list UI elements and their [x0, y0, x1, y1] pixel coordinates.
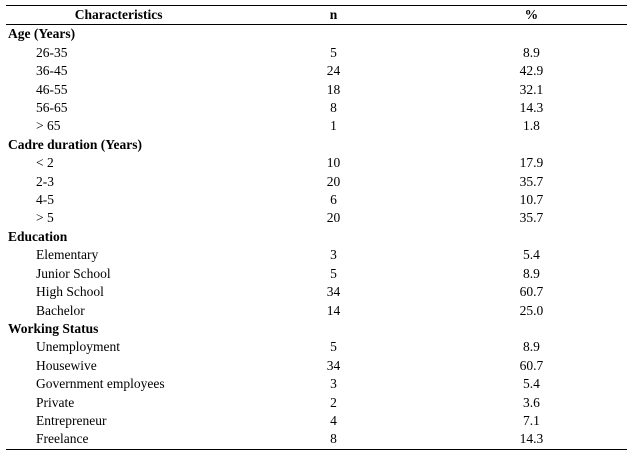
- section-pct-empty: [436, 136, 627, 154]
- table-row: [6, 412, 627, 430]
- section-pct-empty: [436, 25, 627, 44]
- row-label: High School: [36, 284, 104, 300]
- header-row: [6, 6, 627, 25]
- row-label: Junior School: [36, 265, 111, 281]
- row-n: 18: [326, 81, 341, 97]
- table-header: [6, 6, 627, 25]
- table-row: [6, 375, 627, 393]
- table-row: [6, 265, 627, 283]
- row-n: 5: [330, 339, 337, 355]
- row-n: 8: [330, 431, 337, 447]
- row-percent: 35.7: [519, 173, 544, 189]
- row-label: 36-45: [36, 63, 68, 79]
- row-percent: 8.9: [522, 44, 540, 60]
- section-row: [6, 320, 627, 338]
- row-n: 3: [330, 376, 337, 392]
- section-pct-empty: [436, 320, 627, 338]
- table-row: [6, 246, 627, 264]
- row-label: Government employees: [36, 376, 165, 392]
- row-percent: 5.4: [522, 247, 540, 263]
- section-row: [6, 136, 627, 154]
- row-n: 4: [330, 412, 337, 428]
- table-row: [6, 338, 627, 356]
- row-n: 20: [326, 173, 341, 189]
- table-row: [6, 191, 627, 209]
- table-row: [6, 394, 627, 412]
- header-characteristics: Characteristics: [74, 7, 163, 22]
- row-percent: 60.7: [519, 357, 544, 373]
- row-n: 6: [330, 192, 337, 208]
- row-label: Freelance: [36, 431, 89, 447]
- table-row: [6, 117, 627, 135]
- row-percent: 35.7: [519, 210, 544, 226]
- row-percent: 14.3: [519, 431, 544, 447]
- row-label: Elementary: [36, 247, 99, 263]
- section-n-empty: [231, 320, 436, 338]
- row-n: 2: [330, 394, 337, 410]
- section-title: Age (Years): [8, 26, 76, 42]
- row-percent: 10.7: [519, 192, 544, 208]
- section-n-empty: [231, 25, 436, 44]
- row-n: 14: [326, 302, 341, 318]
- row-n: 1: [330, 118, 337, 134]
- row-percent: 8.9: [522, 339, 540, 355]
- section-n-empty: [231, 136, 436, 154]
- row-n: 34: [326, 357, 341, 373]
- row-n: 5: [330, 44, 337, 60]
- section-row: [6, 25, 627, 44]
- row-percent: 1.8: [522, 118, 540, 134]
- section-pct-empty: [436, 228, 627, 246]
- characteristics-table: [6, 5, 627, 450]
- row-n: 34: [326, 284, 341, 300]
- row-percent: 60.7: [519, 284, 544, 300]
- row-percent: 42.9: [519, 63, 544, 79]
- row-n: 24: [326, 63, 341, 79]
- row-label: Private: [36, 394, 75, 410]
- row-percent: 17.9: [519, 155, 544, 171]
- table-row: [6, 357, 627, 375]
- row-label: Bachelor: [36, 302, 85, 318]
- header-percent: %: [524, 7, 539, 22]
- row-n: 10: [326, 155, 341, 171]
- row-percent: 32.1: [519, 81, 544, 97]
- row-label: 56-65: [36, 100, 68, 116]
- table-row: [6, 209, 627, 227]
- row-label: < 2: [36, 155, 54, 171]
- row-label: > 5: [36, 210, 54, 226]
- row-n: 5: [330, 265, 337, 281]
- section-row: [6, 228, 627, 246]
- table-row: [6, 302, 627, 320]
- row-label: > 65: [36, 118, 61, 134]
- row-label: Entrepreneur: [36, 412, 107, 428]
- table-row: [6, 430, 627, 449]
- section-title: Working Status: [8, 320, 99, 336]
- row-label: 4-5: [36, 192, 54, 208]
- table-row: [6, 62, 627, 80]
- table-row: [6, 44, 627, 62]
- table-body: [6, 25, 627, 449]
- row-n: 20: [326, 210, 341, 226]
- row-label: 2-3: [36, 173, 54, 189]
- table-row: [6, 81, 627, 99]
- row-n: 8: [330, 100, 337, 116]
- row-label: Unemployment: [36, 339, 120, 355]
- row-label: Housewive: [36, 357, 97, 373]
- table-row: [6, 283, 627, 301]
- row-percent: 3.6: [522, 394, 540, 410]
- section-n-empty: [231, 228, 436, 246]
- table-row: [6, 154, 627, 172]
- section-title: Cadre duration (Years): [8, 136, 142, 152]
- row-percent: 5.4: [522, 376, 540, 392]
- row-percent: 7.1: [522, 412, 540, 428]
- row-percent: 25.0: [519, 302, 544, 318]
- header-n: n: [329, 7, 338, 22]
- table-row: [6, 99, 627, 117]
- section-title: Education: [8, 228, 68, 244]
- row-percent: 14.3: [519, 100, 544, 116]
- row-label: 26-35: [36, 44, 68, 60]
- row-n: 3: [330, 247, 337, 263]
- row-percent: 8.9: [522, 265, 540, 281]
- table-row: [6, 173, 627, 191]
- row-label: 46-55: [36, 81, 68, 97]
